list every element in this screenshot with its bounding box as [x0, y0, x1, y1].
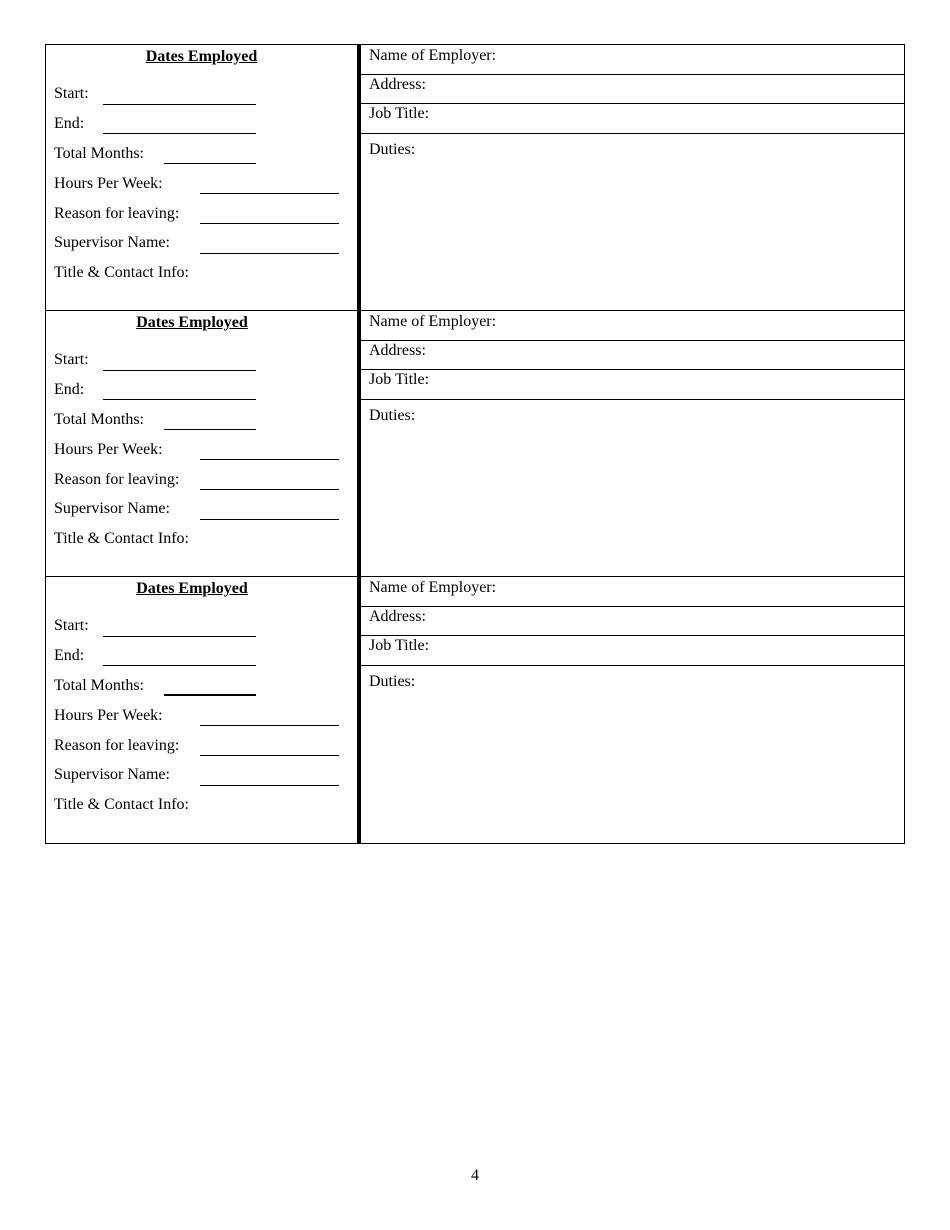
- dates-employed-panel: [46, 45, 357, 310]
- start-field[interactable]: [103, 104, 256, 105]
- end-label: End:: [54, 647, 85, 664]
- employer-details-panel: [361, 577, 904, 843]
- name-of-employer-field[interactable]: Name of Employer:: [361, 577, 904, 607]
- supervisor-name-field[interactable]: [200, 253, 339, 254]
- end-label: End:: [54, 381, 85, 398]
- duties-field[interactable]: Duties:: [369, 673, 416, 690]
- supervisor-name-label: Supervisor Name:: [54, 500, 170, 517]
- reason-for-leaving-label: Reason for leaving:: [54, 471, 180, 488]
- start-label: Start:: [54, 617, 89, 634]
- title-contact-label: Title & Contact Info:: [54, 530, 189, 547]
- total-months-label: Total Months:: [54, 411, 144, 428]
- end-field[interactable]: [103, 133, 256, 134]
- job-title-field[interactable]: Job Title:: [361, 636, 904, 666]
- supervisor-name-field[interactable]: [200, 519, 339, 520]
- dates-employed-panel: [46, 311, 357, 576]
- employment-block-3: [45, 576, 905, 844]
- title-contact-label: Title & Contact Info:: [54, 264, 189, 281]
- start-label: Start:: [54, 85, 89, 102]
- start-field[interactable]: [103, 370, 256, 371]
- start-field[interactable]: [103, 636, 256, 637]
- address-field[interactable]: Address:: [361, 607, 904, 636]
- total-months-label: Total Months:: [54, 145, 144, 162]
- employment-block-2: [45, 310, 905, 576]
- supervisor-name-field[interactable]: [200, 785, 339, 786]
- title-contact-label: Title & Contact Info:: [54, 796, 189, 813]
- total-months-field[interactable]: [164, 429, 256, 430]
- end-label: End:: [54, 115, 85, 132]
- duties-field[interactable]: Duties:: [369, 141, 416, 158]
- reason-for-leaving-label: Reason for leaving:: [54, 205, 180, 222]
- dates-employed-panel: [46, 577, 357, 843]
- duties-field[interactable]: Duties:: [369, 407, 416, 424]
- page-number: 4: [471, 1167, 479, 1184]
- name-of-employer-field[interactable]: Name of Employer:: [361, 45, 904, 75]
- dates-employed-heading: Dates Employed: [145, 48, 258, 65]
- hours-per-week-field[interactable]: [200, 459, 339, 460]
- reason-for-leaving-field[interactable]: [200, 755, 339, 756]
- supervisor-name-label: Supervisor Name:: [54, 766, 170, 783]
- dates-employed-heading: Dates Employed: [136, 314, 248, 331]
- hours-per-week-field[interactable]: [200, 725, 339, 726]
- dates-employed-heading: Dates Employed: [136, 580, 248, 597]
- total-months-label: Total Months:: [54, 677, 144, 694]
- total-months-field[interactable]: [164, 694, 256, 696]
- supervisor-name-label: Supervisor Name:: [54, 234, 170, 251]
- employer-details-panel: [361, 45, 904, 310]
- employer-details-panel: [361, 311, 904, 576]
- total-months-field[interactable]: [164, 163, 256, 164]
- employment-block-1: [45, 44, 905, 310]
- hours-per-week-label: Hours Per Week:: [54, 441, 163, 458]
- end-field[interactable]: [103, 665, 256, 666]
- end-field[interactable]: [103, 399, 256, 400]
- hours-per-week-label: Hours Per Week:: [54, 707, 163, 724]
- address-field[interactable]: Address:: [361, 341, 904, 370]
- address-field[interactable]: Address:: [361, 75, 904, 104]
- name-of-employer-field[interactable]: Name of Employer:: [361, 311, 904, 341]
- reason-for-leaving-label: Reason for leaving:: [54, 737, 180, 754]
- hours-per-week-label: Hours Per Week:: [54, 175, 163, 192]
- reason-for-leaving-field[interactable]: [200, 489, 339, 490]
- hours-per-week-field[interactable]: [200, 193, 339, 194]
- reason-for-leaving-field[interactable]: [200, 223, 339, 224]
- job-title-field[interactable]: Job Title:: [361, 104, 904, 134]
- job-title-field[interactable]: Job Title:: [361, 370, 904, 400]
- start-label: Start:: [54, 351, 89, 368]
